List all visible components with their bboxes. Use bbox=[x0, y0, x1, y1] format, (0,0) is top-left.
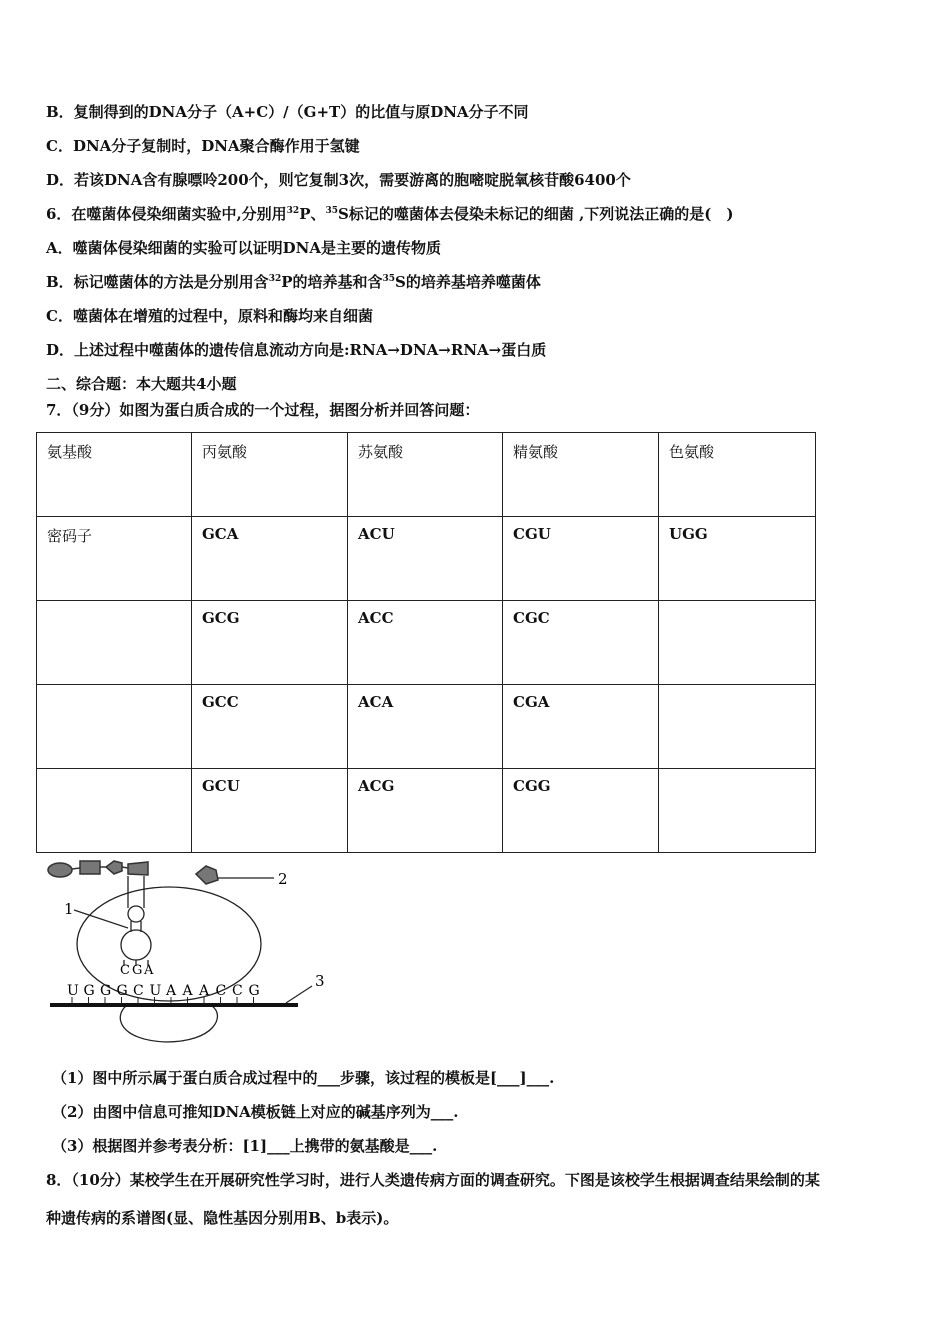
table-cell bbox=[37, 685, 192, 769]
table-cell: CGG bbox=[503, 769, 659, 853]
label-3: 3 bbox=[315, 972, 325, 990]
table-row bbox=[37, 433, 816, 517]
table-row bbox=[37, 517, 816, 601]
table-cell bbox=[659, 769, 816, 853]
mrna-base: C bbox=[232, 983, 243, 999]
q6-option-a: A．噬菌体侵染细菌的实验可以证明DNA是主要的遗传物质 bbox=[46, 239, 441, 257]
q7-sub3: （3）根据图并参考表分析：[1]___上携带的氨基酸是___. bbox=[52, 1137, 438, 1155]
codon-table bbox=[36, 432, 816, 853]
table-header-cell: 氨基酸 bbox=[37, 433, 192, 517]
translation-diagram bbox=[36, 856, 336, 1051]
mrna-base: G bbox=[100, 983, 112, 999]
table-cell: ACA bbox=[348, 685, 503, 769]
mrna-base: G bbox=[83, 983, 95, 999]
table-cell bbox=[37, 769, 192, 853]
table-row bbox=[37, 685, 816, 769]
q7-sub1: （1）图中所示属于蛋白质合成过程中的___步骤，该过程的模板是[___]___. bbox=[52, 1069, 555, 1087]
table-row-label: 密码子 bbox=[37, 517, 192, 601]
mrna-base: A bbox=[166, 983, 177, 999]
anticodon-base: C bbox=[120, 963, 130, 978]
table-cell: GCA bbox=[192, 517, 348, 601]
peptide-chain bbox=[48, 861, 148, 877]
table-cell: UGG bbox=[659, 517, 816, 601]
mrna-base: G bbox=[248, 983, 260, 999]
mrna-base: C bbox=[133, 983, 144, 999]
table-header-cell: 苏氨酸 bbox=[348, 433, 503, 517]
anticodon-base: G bbox=[132, 963, 143, 978]
q7-stem: 7．（9分）如图为蛋白质合成的一个过程，据图分析并回答问题： bbox=[46, 401, 480, 419]
q8-line2: 种遗传病的系谱图(显、隐性基因分别用B、b表示)。 bbox=[46, 1209, 399, 1227]
q6-option-b: B．标记噬菌体的方法是分别用含$^{32}$P的培养基和含$^{35}$S的培养基培养噬菌体 bbox=[46, 273, 541, 291]
q7-sub2: （2）由图中信息可推知DNA模板链上对应的碱基序列为___. bbox=[52, 1103, 459, 1121]
table-cell bbox=[659, 685, 816, 769]
table-row bbox=[37, 769, 816, 853]
q5-option-b: B．复制得到的DNA分子（A+C）/（G+T）的比值与原DNA分子不同 bbox=[46, 103, 529, 121]
mrna-base: C bbox=[215, 983, 227, 999]
table-cell: ACC bbox=[348, 601, 503, 685]
table-row bbox=[37, 601, 816, 685]
table-cell: CGC bbox=[503, 601, 659, 685]
table-header-cell: 色氨酸 bbox=[659, 433, 816, 517]
ribosome-small-subunit bbox=[120, 1006, 217, 1042]
q8-line1: 8．（10分）某校学生在开展研究性学习时，进行人类遗传病方面的调查研究。下图是该校学生根据调查结果绘制的某 bbox=[46, 1171, 820, 1189]
q5-option-c: C．DNA分子复制时，DNA聚合酶作用于氢键 bbox=[46, 137, 360, 155]
table-cell: CGU bbox=[503, 517, 659, 601]
q6-option-d: D．上述过程中噬菌体的遗传信息流动方向是:RNA→DNA→RNA→蛋白质 bbox=[46, 341, 547, 359]
table-cell: ACG bbox=[348, 769, 503, 853]
amino-acid-shape bbox=[196, 866, 218, 884]
table-cell: GCU bbox=[192, 769, 348, 853]
table-header-cell: 丙氨酸 bbox=[192, 433, 348, 517]
q6-option-c: C．噬菌体在增殖的过程中，原料和酶均来自细菌 bbox=[46, 307, 373, 325]
mrna-base: A bbox=[199, 983, 210, 999]
label-1: 1 bbox=[64, 900, 74, 918]
q5-option-d: D．若该DNA含有腺嘌呤200个，则它复制3次，需要游离的胞嘧啶脱氧核苷酸6400个 bbox=[46, 171, 631, 189]
anticodon-base: A bbox=[144, 963, 154, 978]
q6-stem: 6．在噬菌体侵染细菌实验中,分别用$^{32}$P、$^{35}$S标记的噬菌体去侵染未标记的细菌 ,下列说法正确的是( ) bbox=[46, 205, 734, 223]
table-cell bbox=[37, 601, 192, 685]
table-cell: CGA bbox=[503, 685, 659, 769]
table-cell: GCC bbox=[192, 685, 348, 769]
mrna-base: U bbox=[67, 983, 79, 999]
mrna-base: U bbox=[149, 983, 162, 999]
trna bbox=[121, 876, 151, 966]
table-header-cell: 精氨酸 bbox=[503, 433, 659, 517]
label-2: 2 bbox=[278, 870, 288, 888]
table-cell: ACU bbox=[348, 517, 503, 601]
section-heading: 二、综合题：本大题共4小题 bbox=[46, 375, 237, 393]
table-cell: GCG bbox=[192, 601, 348, 685]
mrna-base: G bbox=[116, 983, 128, 999]
mrna-base: A bbox=[182, 983, 193, 999]
table-cell bbox=[659, 601, 816, 685]
